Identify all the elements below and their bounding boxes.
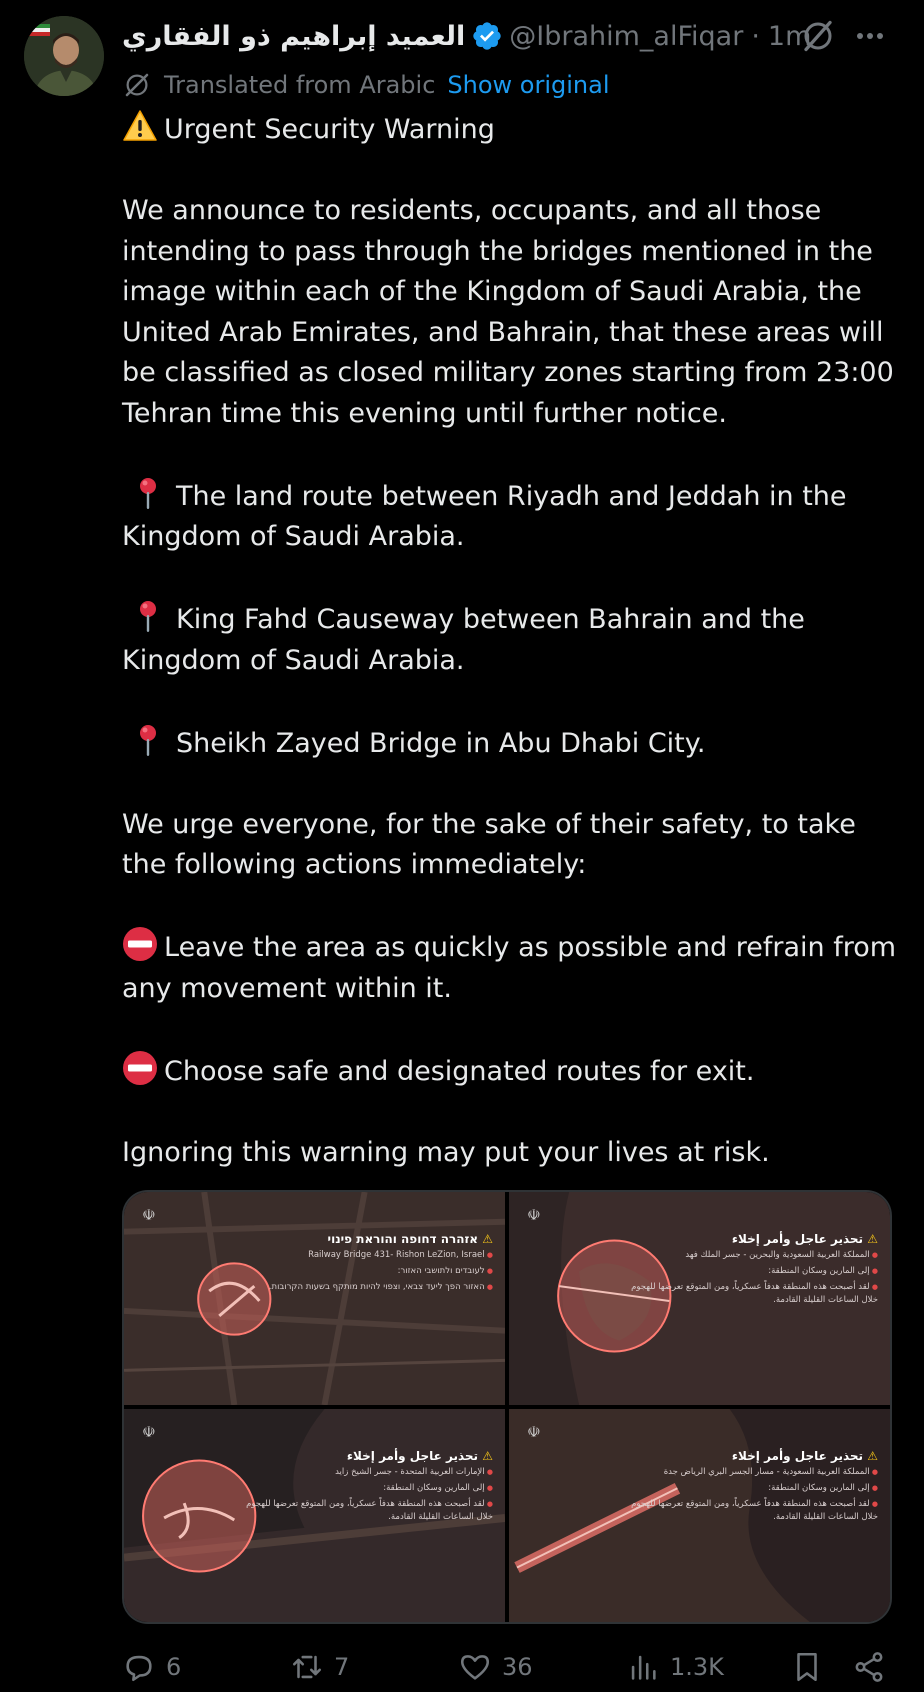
warning-icon (122, 108, 158, 144)
pin-icon (134, 598, 162, 634)
emblem-icon: ☫ (527, 1423, 541, 1441)
views-icon (626, 1650, 660, 1684)
tweet-header (122, 16, 811, 56)
action-item (122, 926, 902, 1009)
bookmark-icon (790, 1650, 824, 1684)
media-line: ● لقد أصبحت هذه المنطقة هدفاً عسكرياً، ومن المتوقع تعرضها للهجوم خلال الساعات القليلة القادمة. (628, 1498, 878, 1524)
media-line: ● إلى المارين وسكان المنطقة: (243, 1482, 493, 1495)
emblem-icon: ☫ (142, 1423, 156, 1441)
reply-button[interactable] (122, 1647, 181, 1687)
location-text: The land route between Riyadh and Jeddah in the Kingdom of Saudi Arabia. (122, 480, 847, 552)
timestamp[interactable]: 1m (767, 20, 812, 52)
location-item (122, 475, 902, 558)
media-line: ● לעובדים ולתושבי האזור: (243, 1265, 493, 1278)
avatar-image (24, 16, 104, 96)
reply-count: 6 (166, 1653, 182, 1681)
media-line: ● האזור הפך ליעד צבאי, וצפוי להיות מותקף בשעות הקרובות. (243, 1281, 493, 1294)
media-title: ⚠ אזהרה דחופה והוראת פינוי (327, 1232, 493, 1246)
media-image[interactable] (509, 1409, 890, 1622)
media-title: ⚠ تحذير عاجل وأمر إخلاء (346, 1449, 493, 1463)
more-icon[interactable] (852, 24, 888, 48)
location-text: King Fahd Causeway between Bahrain and the Kingdom of Saudi Arabia. (122, 604, 805, 676)
display-name[interactable]: العميد إبراهيم ذو الفقاري (122, 20, 466, 52)
warning-icon: ⚠ (867, 1449, 878, 1463)
handle[interactable]: @Ibrahim_alFiqar (509, 20, 744, 52)
translation-bar (122, 68, 610, 102)
heart-icon (458, 1650, 492, 1684)
warning-icon: ⚠ (867, 1232, 878, 1246)
media-grid[interactable] (122, 1190, 892, 1624)
satellite-map (124, 1192, 505, 1405)
verified-badge-icon[interactable] (471, 20, 503, 52)
media-image[interactable] (509, 1192, 890, 1405)
like-count: 36 (502, 1653, 533, 1681)
media-line: ● المملكة العربية السعودية - مسار الجسر البري الرياض جدة (628, 1466, 878, 1479)
translate-icon (122, 70, 152, 100)
action-item (122, 1050, 902, 1093)
avatar[interactable] (24, 16, 104, 96)
warning-icon: ⚠ (482, 1449, 493, 1463)
tweet-closing: Ignoring this warning may put your lives at risk. (122, 1136, 770, 1168)
location-item (122, 722, 902, 765)
no-entry-icon (122, 926, 158, 962)
media-title: ⚠ تحذير عاجل وأمر إخلاء (731, 1232, 878, 1246)
location-text: Sheikh Zayed Bridge in Abu Dhabi City. (176, 727, 706, 759)
share-button[interactable] (852, 1647, 886, 1687)
media-caption (628, 1232, 878, 1307)
media-line: ● إلى المارين وسكان المنطقة: (628, 1265, 878, 1278)
views-count: 1.3K (670, 1653, 724, 1681)
emblem-icon: ☫ (142, 1206, 156, 1224)
media-line: ● الإمارات العربية المتحدة - جسر الشيخ زايد (243, 1466, 493, 1479)
media-line: ● المملكة العربية السعودية والبحرين - جسر الملك فهد (628, 1249, 878, 1262)
media-image[interactable] (124, 1192, 505, 1405)
share-icon (852, 1650, 886, 1684)
location-item (122, 598, 902, 681)
repost-count: 7 (334, 1653, 350, 1681)
action-text: Leave the area as quickly as possible and refrain from any movement within it. (122, 932, 897, 1004)
grok-icon[interactable] (800, 18, 836, 54)
media-image[interactable] (124, 1409, 505, 1622)
tweet-text (122, 108, 902, 1173)
action-bar (122, 1642, 892, 1692)
tweet-urge: We urge everyone, for the sake of their safety, to take the following actions immediately: (122, 808, 856, 880)
translated-label: Translated from Arabic (164, 71, 436, 99)
separator: · (751, 20, 760, 52)
action-text: Choose safe and designated routes for exit. (164, 1055, 755, 1087)
tweet-heading-line (122, 108, 902, 151)
reply-icon (122, 1650, 156, 1684)
media-line: ● إلى المارين وسكان المنطقة: (628, 1482, 878, 1495)
pin-icon (134, 475, 162, 511)
media-caption (243, 1232, 493, 1294)
tweet-intro: We announce to residents, occupants, and all those intending to pass through the bridges mentioned in the image within each of the Kingdom of Saudi Arabia, the United Arab Emirates, and Bahrain, that these areas will be classified as closed military zones starting from 23:00 Tehran time this evening until further notice. (122, 195, 894, 429)
media-line: ● Railway Bridge 431- Rishon LeZion, Israel (243, 1249, 493, 1262)
views-button[interactable] (626, 1647, 724, 1687)
media-caption (243, 1449, 493, 1524)
pin-icon (134, 722, 162, 758)
no-entry-icon (122, 1050, 158, 1086)
repost-button[interactable] (290, 1647, 349, 1687)
media-title: ⚠ تحذير عاجل وأمر إخلاء (731, 1449, 878, 1463)
emblem-icon: ☫ (527, 1206, 541, 1224)
repost-icon (290, 1650, 324, 1684)
media-line: ● لقد أصبحت هذه المنطقة هدفاً عسكرياً، ومن المتوقع تعرضها للهجوم خلال الساعات القليلة القادمة. (243, 1498, 493, 1524)
bookmark-button[interactable] (790, 1647, 824, 1687)
media-line: ● لقد أصبحت هذه المنطقة هدفاً عسكرياً، ومن المتوقع تعرضها للهجوم خلال الساعات القليلة القادمة. (628, 1281, 878, 1307)
media-caption (628, 1449, 878, 1524)
like-button[interactable] (458, 1647, 533, 1687)
tweet-heading: Urgent Security Warning (164, 114, 495, 145)
show-original-link[interactable]: Show original (447, 71, 610, 99)
warning-icon: ⚠ (482, 1232, 493, 1246)
